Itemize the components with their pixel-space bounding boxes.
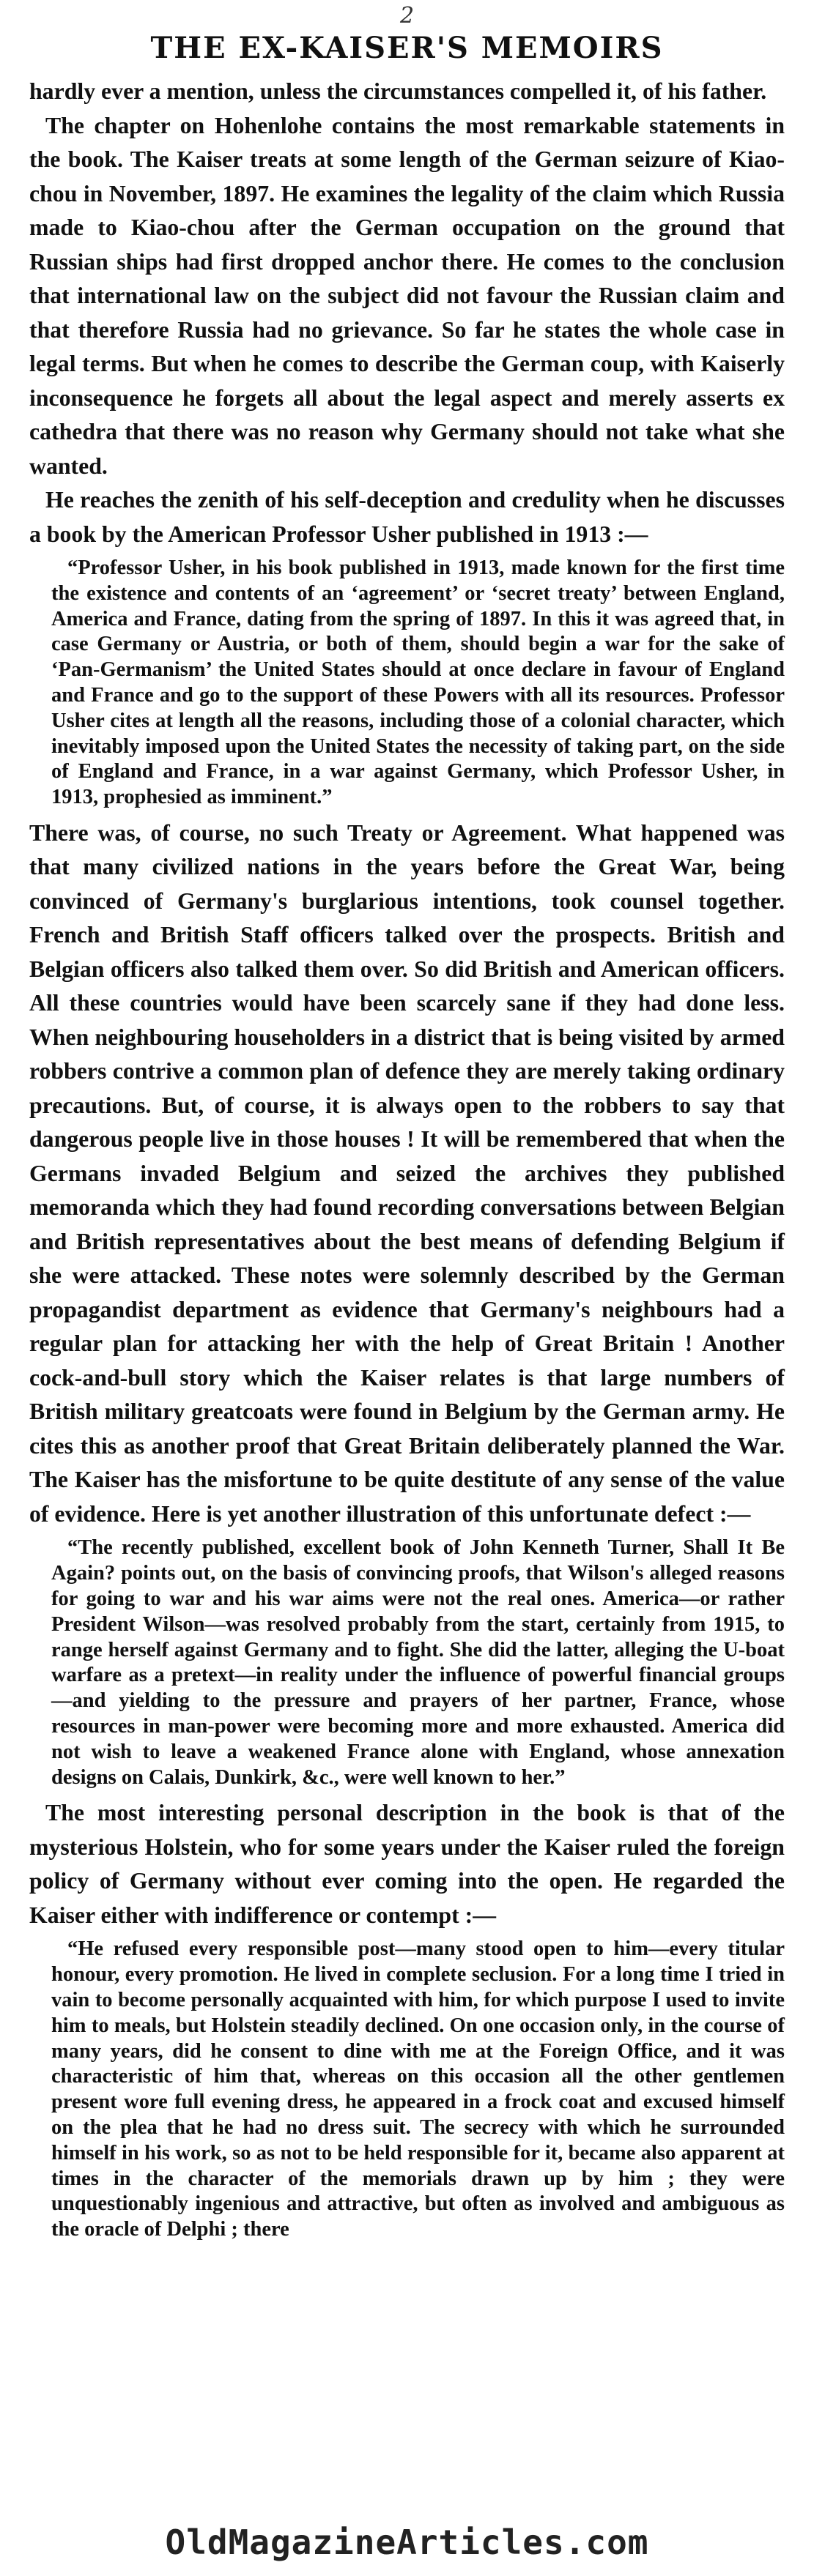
article-body bbox=[29, 75, 785, 2249]
quote-turner: “The recently published, excellent book of John Kenneth Turner, Shall It Be Again? points out, on the basis of convincing proofs, that Wilson's alleged reasons for going to war and his war aims were not the real ones. America—or rather President Wilson—was resolved probably from the start, certainly from 1915, to range herself against Germany and to fight. She did the latter, alleging the U-boat warfare as a pretext—in reality under the influence of powerful financial groups—and yielding to the pressure and prayers of her partner, France, whose resources in man-power were becoming more and more exhausted. America did not wish to leave a weakened France alone with England, whose annexation designs on Calais, Dunkirk, &c., were well known to her.” bbox=[51, 1536, 785, 1789]
paragraph-continued: hardly ever a mention, unless the circumstances compelled it, of his father. bbox=[29, 78, 767, 104]
paragraph-no-treaty: There was, of course, no such Treaty or Agreement. What happened was that many civilized nations in the years before the Great War, being convinced of Germany's burglarious intentions, took counsel together. French and British Staff officers talked over the prospects. British and Belgian officers also talked them over. So did British and American officers. All these countries would have been scarcely sane if they had done less. When neighbouring householders in a district that is being visited by armed robbers contrive a common plan of defence they are merely taking ordinary precautions. But, of course, it is always open to the robbers to say that dangerous people live in those houses ! It will be remembered that when the Germans invaded Belgium and seized the archives they published memoranda which they had found recording conversations between Belgian and British representatives about the best means of defending Belgium if she were attacked. These notes were solemnly described by the German propagandist department as evidence that Germany's neighbours had a regular plan for attacking her with the help of Great Britain ! Another cock-and-bull story which the Kaiser relates is that large numbers of British military greatcoats were found in Belgium by the German army. He cites this as another proof that Great Britain deliberately planned the War. The Kaiser has the misfortune to be quite destitute of any sense of the value of evidence. Here is yet another illustration of this unfortunate defect :— bbox=[29, 819, 785, 1527]
paragraph-hohenlohe: The chapter on Hohenlohe contains the most remarkable statements in the book. The Kaiser treats at some length of the German seizure of Kiao-chou in November, 1897. He examines the legality of the claim which Russia made to Kiao-chou after the German occupation on the ground that Russian ships had first dropped anchor there. He comes to the conclusion that international law on the subject did not favour the Russian claim and that therefore Russia had no grievance. So far he states the whole case in legal terms. But when he comes to describe the German coup, with Kaiserly inconsequence he forgets all about the legal aspect and merely asserts ex cathedra that there was no reason why Germany should not take what she wanted. bbox=[29, 112, 785, 479]
paragraph-holstein-intro: The most interesting personal description in the book is that of the mysterious Holstein, who for some years under the Kaiser ruled the foreign policy of Germany without ever coming into the open. He regarded the Kaiser either with indifference or contempt :— bbox=[29, 1800, 785, 1928]
article-headline: THE EX-KAISER'S MEMOIRS bbox=[150, 31, 664, 65]
site-watermark: OldMagazineArticles.com bbox=[165, 2523, 649, 2562]
quote-usher: “Professor Usher, in his book published in 1913, made known for the first time the existence and contents of an ‘agreement’ or ‘secret treaty’ between England, America and France, dating from the spring of 1897. In this it was agreed that, in case Germany or Austria, or both of them, should begin a war for the sake of ‘Pan-Germanism’ the United States should at once declare in favour of England and France and go to the support of these Powers with all its resources. Professor Usher cites at length all the reasons, including those of a colonial character, which inevitably imposed upon the United States the necessity of taking part, on the side of England and France, in a war against Germany, which Professor Usher, in 1913, prophesied as imminent.” bbox=[51, 556, 785, 809]
quote-holstein: “He refused every responsible post—many stood open to him—every titular honour, every promotion. He lived in complete seclusion. For a long time I tried in vain to become personally acquainted with him, for which purpose I used to invite him to meals, but Holstein steadily declined. On one occasion only, in the course of many years, did he consent to dine with me at the Foreign Office, and it was characteristic of him that, whereas on this occasion all the other gentlemen present wore full evening dress, he appeared in a frock coat and excused himself on the plea that he had no dress suit. The secrecy with which he surrounded himself in his work, so as not to be held responsible for it, became also apparent at times in the character of the memorials drawn up by him ; they were unquestionably ingenious and attractive, but often as involved and ambiguous as the oracle of Delphi ; there bbox=[51, 1937, 785, 2241]
paragraph-usher-intro: He reaches the zenith of his self-deception and credulity when he discusses a book by the American Professor Usher published in 1913 :— bbox=[29, 487, 785, 547]
page-number: 2 bbox=[399, 3, 415, 29]
magazine-page bbox=[29, 0, 785, 2576]
